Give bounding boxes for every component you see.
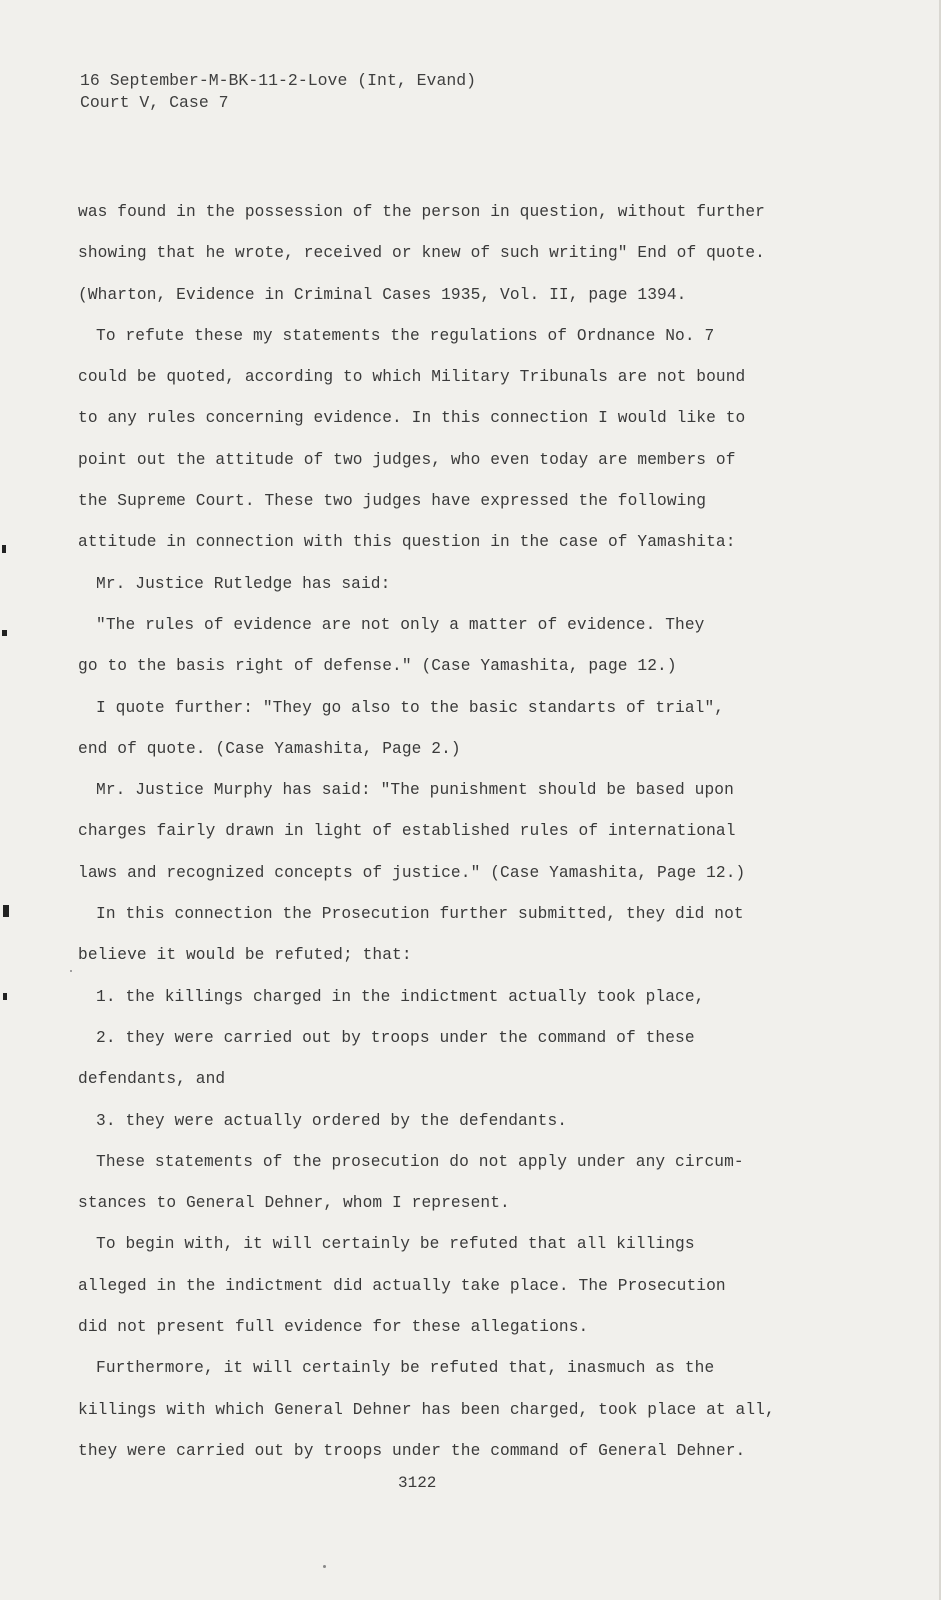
text-line: (Wharton, Evidence in Criminal Cases 1935, Vol. II, page 1394.	[78, 285, 687, 304]
binding-mark	[3, 993, 7, 1000]
text-line: Mr. Justice Murphy has said: "The punishment should be based upon	[96, 781, 734, 800]
text-line: To begin with, it will certainly be refuted that all killings	[96, 1235, 695, 1254]
text-line: defendants, and	[78, 1070, 226, 1089]
text-line: In this connection the Prosecution further submitted, they did not	[96, 905, 744, 924]
text-line: believe it would be refuted; that:	[78, 946, 412, 965]
text-line: alleged in the indictment did actually take place. The Prosecution	[78, 1276, 726, 1295]
text-line: end of quote. (Case Yamashita, Page 2.)	[78, 739, 461, 758]
text-line: stances to General Dehner, whom I represent.	[78, 1194, 510, 1213]
binding-mark	[2, 630, 7, 636]
text-line: go to the basis right of defense." (Case Yamashita, page 12.)	[78, 657, 677, 676]
text-line: laws and recognized concepts of justice." (Case Yamashita, Page 12.)	[78, 863, 746, 882]
text-line: showing that he wrote, received or knew of such writing" End of quote.	[78, 244, 765, 263]
text-line: attitude in connection with this question in the case of Yamashita:	[78, 533, 736, 552]
text-line: These statements of the prosecution do not apply under any circum-	[96, 1152, 744, 1171]
document-body	[78, 192, 818, 1472]
scan-speck	[323, 1565, 326, 1568]
scan-speck	[70, 970, 72, 972]
binding-mark	[3, 905, 9, 917]
list-item: 1. the killings charged in the indictment actually took place,	[96, 987, 705, 1006]
text-line: I quote further: "They go also to the basic standarts of trial",	[96, 698, 725, 717]
document-header	[80, 70, 476, 114]
page-number: 3122	[398, 1474, 437, 1492]
header-court-line: Court V, Case 7	[80, 93, 229, 112]
text-line: did not present full evidence for these allegations.	[78, 1318, 589, 1337]
binding-mark	[2, 545, 6, 553]
text-line: the Supreme Court. These two judges have expressed the following	[78, 492, 707, 511]
text-line: Furthermore, it will certainly be refuted that, inasmuch as the	[96, 1359, 715, 1378]
text-line: could be quoted, according to which Military Tribunals are not bound	[78, 368, 746, 387]
text-line: killings with which General Dehner has been charged, took place at all,	[78, 1400, 775, 1419]
text-line: to any rules concerning evidence. In this connection I would like to	[78, 409, 746, 428]
text-line: they were carried out by troops under the command of General Dehner.	[78, 1441, 746, 1460]
list-item: 2. they were carried out by troops under the command of these	[96, 1028, 695, 1047]
text-line: "The rules of evidence are not only a matter of evidence. They	[96, 615, 705, 634]
list-item: 3. they were actually ordered by the defendants.	[96, 1111, 568, 1130]
text-line: charges fairly drawn in light of established rules of international	[78, 822, 736, 841]
text-line: Mr. Justice Rutledge has said:	[96, 574, 391, 593]
text-line: To refute these my statements the regulations of Ordnance No. 7	[96, 326, 715, 345]
text-line: point out the attitude of two judges, who even today are members of	[78, 450, 736, 469]
header-session-line: 16 September-M-BK-11-2-Love (Int, Evand)	[80, 71, 477, 90]
text-line: was found in the possession of the person in question, without further	[78, 203, 765, 221]
